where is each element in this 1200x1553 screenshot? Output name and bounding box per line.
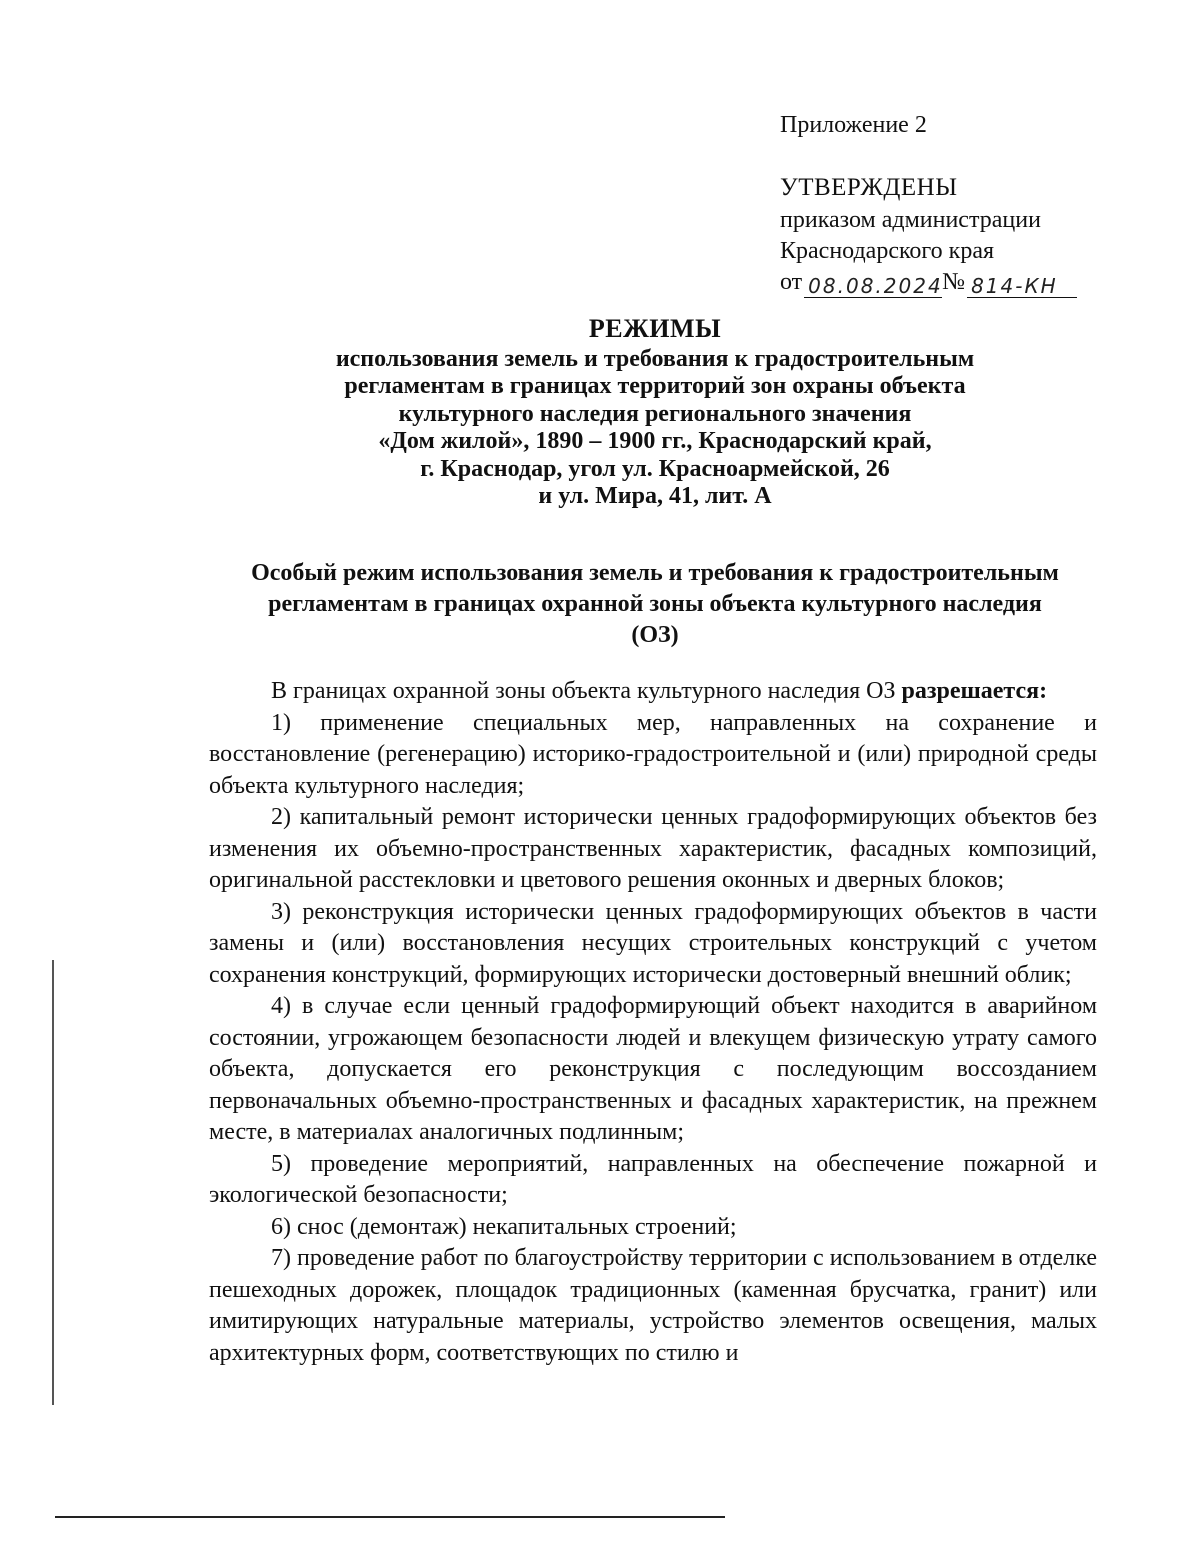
- title-line: культурного наследия регионального значения: [398, 400, 912, 427]
- list-item: 2) капитальный ремонт исторически ценных градоформирующих объектов без изменения их объемно-пространственных характеристик, фасадных композиций, оригинальной расстекловки и цветового решения оконных и дверных блоков;: [209, 804, 1097, 893]
- handwritten-number: 814-КН: [967, 275, 1077, 298]
- order-line-2: Краснодарского края: [780, 238, 995, 264]
- document-title: [200, 315, 1110, 511]
- section-heading-line: регламентам в границах охранной зоны объекта культурного наследия: [268, 591, 1042, 617]
- handwritten-date: 08.08.2024: [804, 275, 942, 298]
- list-item: 3) реконструкция исторически ценных градоформирующих объектов в части замены и (или) восстановления несущих строительных конструкций с учетом сохранения конструкций, формирующих исторически достоверный внешний облик;: [209, 898, 1097, 988]
- title-line: г. Краснодар, угол ул. Красноармейской, 26: [420, 455, 890, 482]
- section-heading-line: (ОЗ): [631, 622, 679, 648]
- title-main: РЕЖИМЫ: [588, 314, 722, 343]
- footnote-divider: [55, 1516, 725, 1518]
- list-item: 4) в случае если ценный градоформирующий объект находится в аварийном состоянии, угрожающем безопасности людей и влекущем физическую утрату самого объекта, допускается его реконструкция с последующим воссозданием первоначальных объемно-пространственных и фасадных характеристик, на прежнем месте, в материалах аналогичных подлинным;: [209, 993, 1097, 1145]
- number-label: №: [942, 269, 966, 295]
- list-item: 7) проведение работ по благоустройству территории с использованием в отделке пешеходных дорожек, площадок традиционных (каменная брусчатка, гранит) или имитирующих натуральные материалы, устройство элементов освещения, малых архитектурных форм, соответствующих по стилю и: [209, 1245, 1097, 1366]
- appendix-label: Приложение 2: [780, 112, 927, 138]
- order-line-1: приказом администрации: [780, 207, 1041, 233]
- section-heading: [200, 558, 1110, 651]
- title-line: регламентам в границах территорий зон охраны объекта: [344, 373, 966, 399]
- intro-paragraph: [209, 676, 1097, 708]
- title-line: использования земель и требования к градостроительным: [335, 345, 975, 372]
- approved-heading: УТВЕРЖДЕНЫ: [780, 174, 958, 201]
- section-heading-line: Особый режим использования земель и требования к градостроительным: [251, 560, 1059, 586]
- intro-bold: разрешается:: [901, 678, 1048, 704]
- title-line: и ул. Мира, 41, лит. А: [538, 483, 772, 509]
- body-text: [209, 676, 1097, 1369]
- order-date-number: [780, 267, 1180, 298]
- list-item: 5) проведение мероприятий, направленных на обеспечение пожарной и экологической безопасности;: [209, 1150, 1097, 1208]
- from-label: от: [780, 269, 803, 295]
- scan-margin-line: [52, 960, 54, 1405]
- title-line: «Дом жилой», 1890 – 1900 гг., Краснодарский край,: [378, 428, 932, 454]
- approval-block: [780, 172, 1180, 298]
- intro-text: В границах охранной зоны объекта культурного наследия ОЗ: [271, 678, 896, 704]
- list-item: 1) применение специальных мер, направленных на сохранение и восстановление (регенерацию) историко-градостроительной и (или) природной среды объекта культурного наследия;: [209, 709, 1097, 799]
- list-item: 6) снос (демонтаж) некапитальных строений;: [271, 1213, 737, 1240]
